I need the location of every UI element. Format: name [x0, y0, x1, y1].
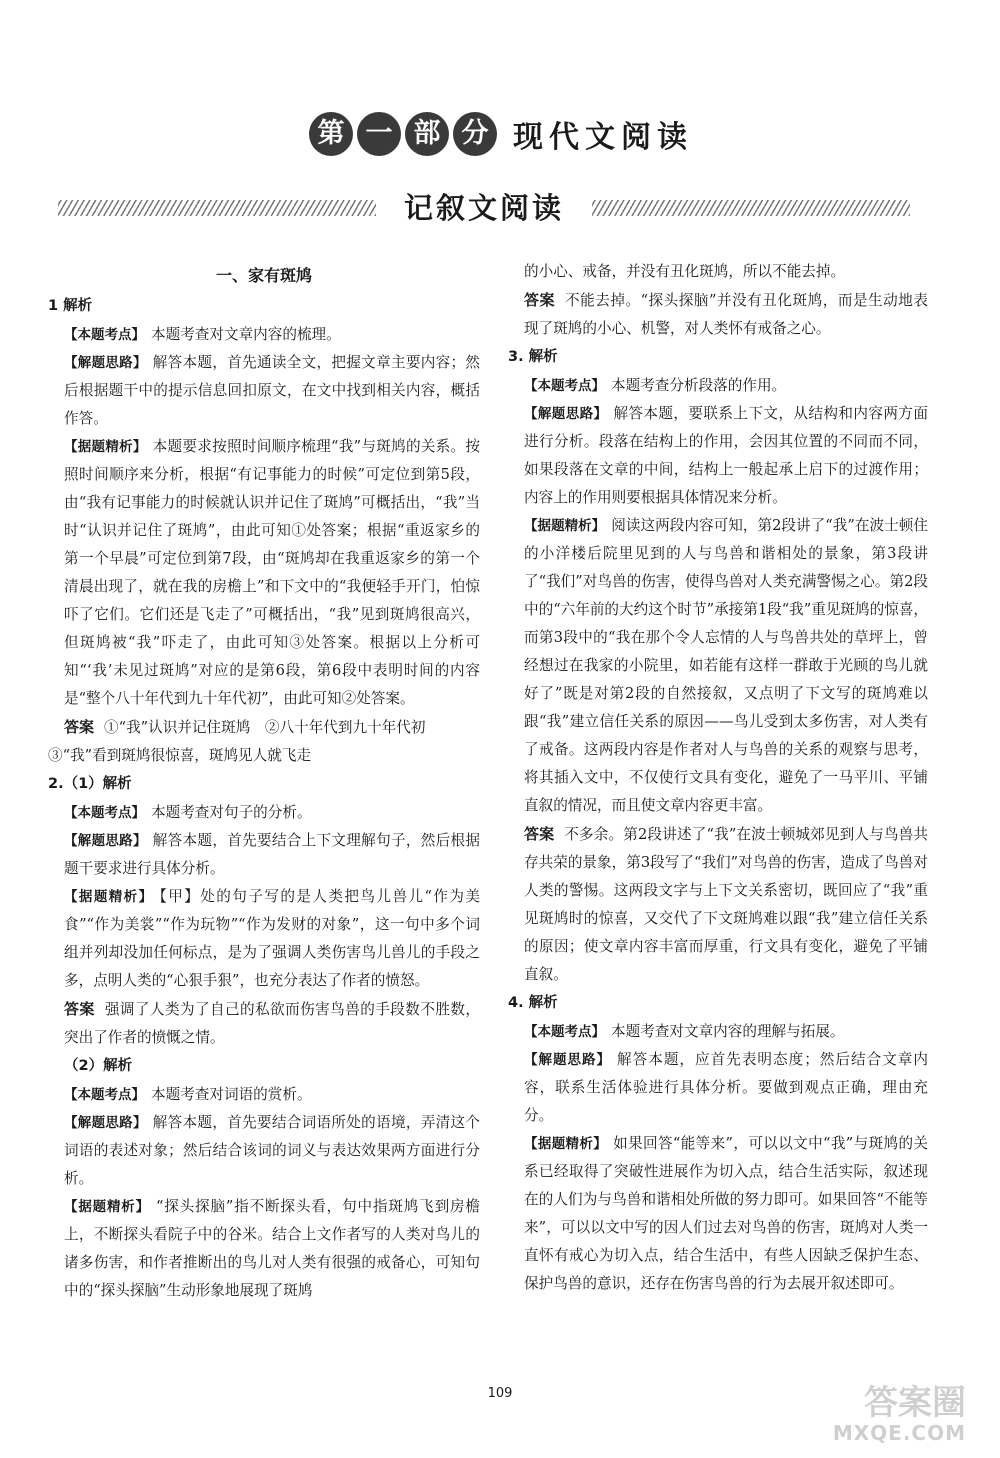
kaodian-tag: 【本题考点】	[64, 327, 145, 343]
q4-jingxi	[508, 1130, 928, 1298]
part-char-1: 第	[309, 112, 353, 156]
answer-label: 答案	[64, 1000, 95, 1018]
q4-heading: 4. 解析	[508, 995, 558, 1011]
part-char-4: 分	[453, 112, 497, 156]
q1-silu	[48, 349, 480, 433]
answer-label: 答案	[64, 718, 95, 736]
q3-jingxi	[508, 512, 928, 820]
q2-answer	[48, 995, 480, 1052]
jingxi-text: 如果回答“能等来”，可以以文中“我”与斑鸠的关系已经取得了突破性进展作为切入点，结合生活实际，叙述现在的人们为与鸟兽和谐相处所做的努力即可。如果回答“不能等来”，可以以文中写的因人们过去对鸟兽的伤害，斑鸠对人类一直怀有戒心为切入点，结合生活中，有些人因缺乏保护生态、保护鸟兽的意识，还存在伤害鸟兽的行为去展开叙述即可。	[524, 1135, 928, 1292]
q2-kaodian	[48, 799, 480, 827]
q1-jingxi	[48, 433, 480, 713]
section-banner	[58, 186, 910, 230]
silu-text: 解答本题，要联系上下文，从结构和内容两方面进行分析。段落在结构上的作用，会因其位置的不同而不同，如果段落在文章的中间，结构上一般起承上启下的过渡作用；内容上的作用则要根据具体情况来分析。	[524, 405, 928, 506]
jingxi-text: 【甲】处的句子写的是人类把鸟儿兽儿“作为美食”“作为美裳”“作为玩物”“作为发财的对象”，这一句中多个词组并列却没加任何标点，是为了强调人类伤害鸟儿兽儿的手段之多，点明人类的“心狠手狠”，也充分表达了作者的愤怒。	[64, 888, 480, 989]
q1-answer	[48, 713, 480, 742]
part-name: 现代文阅读	[513, 120, 693, 155]
kaodian-tag: 【本题考点】	[64, 805, 145, 821]
part-title	[0, 112, 1000, 156]
article-title: 一、家有斑鸠	[215, 266, 312, 285]
silu-tag: 【解题思路】	[64, 1115, 147, 1131]
silu-tag: 【解题思路】	[524, 406, 608, 422]
jingxi-text: “探头探脑”指不断探头看，句中指斑鸠飞到房檐上，不断探头看院子中的谷米。结合上文作者写的人类对鸟儿的诸多伤害，和作者推断出的鸟儿对人类有很强的戒备心，可知句中的“探头探脑”生动形象地展现了斑鸠	[64, 1198, 480, 1299]
jingxi-text: 本题要求按照时间顺序梳理“我”与斑鸠的关系。按照时间顺序来分析，根据“有记事能力的时候”可定位到第5段，由“我有记事能力的时候就认识并记住了斑鸠”可概括出，“我”当时“认识并记住了斑鸠”，由此可知①处答案；根据“重返家乡的第一个早晨”可定位到第7段，由“斑鸠却在我重返家乡的第一个清晨出现了，就在我的房檐上”和下文中的“我便轻手开门，怕惊吓了它们。它们还是飞走了”可概括出，“我”见到斑鸠很高兴，但斑鸠被“我”吓走了，由此可知③处答案。根据以上分析可知“‘我’未见过斑鸠”对应的是第6段，第6段中表明时间的内容是“整个八十年代到九十年代初”，由此可知②处答案。	[64, 438, 480, 707]
q4-silu	[508, 1046, 928, 1130]
kaodian-text: 本题考查对词语的赏析。	[151, 1086, 312, 1103]
q3-heading: 3. 解析	[508, 349, 558, 365]
kaodian-tag: 【本题考点】	[524, 1024, 605, 1040]
q2-sub2-jingxi	[48, 1193, 480, 1305]
kaodian-text: 本题考查分析段落的作用。	[611, 377, 787, 394]
left-column	[48, 262, 480, 1305]
q4-kaodian	[508, 1018, 928, 1046]
q2-heading: 2.（1）解析	[48, 776, 132, 792]
jingxi-tag: 【据题精析】	[524, 518, 606, 534]
q3-kaodian	[508, 372, 928, 400]
kaodian-tag: 【本题考点】	[524, 378, 605, 394]
silu-tag: 【解题思路】	[64, 833, 147, 849]
silu-tag: 【解题思路】	[524, 1052, 612, 1068]
q2-jingxi	[48, 883, 480, 995]
silu-text: 解答本题，应首先表明态度；然后结合文章内容，联系生活体验进行具体分析。要做到观点正确，理由充分。	[524, 1051, 928, 1124]
q2-sub2-kaodian	[48, 1081, 480, 1109]
silu-text: 解答本题，首先要结合上下文理解句子，然后根据题干要求进行具体分析。	[64, 832, 480, 877]
q3-answer	[508, 820, 928, 989]
hatch-right-decoration	[592, 200, 910, 216]
jingxi-tag: 【据题精析】	[64, 889, 154, 905]
q2-sub2-silu	[48, 1109, 480, 1193]
section-title: 记叙文阅读	[403, 191, 564, 225]
kaodian-text: 本题考查对文章内容的梳理。	[151, 326, 341, 343]
part-char-3: 部	[405, 112, 449, 156]
answer-label: 答案	[524, 825, 555, 843]
watermark-text-top: 答案圈	[864, 1383, 966, 1423]
part-char-2: 一	[357, 112, 401, 156]
q2-sub2-answer	[508, 286, 928, 343]
q2-sub2-heading: （2）解析	[64, 1058, 133, 1074]
watermark-text-bottom: MXQE.COM	[832, 1421, 966, 1445]
q3-silu	[508, 400, 928, 512]
silu-text: 解答本题，首先通读全文，把握文章主要内容；然后根据题干中的提示信息回扣原文，在文中找到相关内容，概括作答。	[64, 354, 480, 427]
right-column	[508, 258, 928, 1298]
answer-label: 答案	[524, 291, 556, 309]
kaodian-tag: 【本题考点】	[64, 1087, 145, 1103]
answer-line-1: ①“我”认识并记住斑鸠 ②八十年代到九十年代初	[104, 719, 426, 736]
answer-text: 不能去掉。“探头探脑”并没有丑化斑鸠，而是生动地表现了斑鸠的小心、机警，对人类怀有戒备之心。	[524, 292, 928, 337]
q2-silu	[48, 827, 480, 883]
jingxi-tag: 【据题精析】	[64, 439, 147, 455]
kaodian-text: 本题考查对文章内容的理解与拓展。	[611, 1023, 845, 1040]
q1-kaodian	[48, 321, 480, 349]
hatch-left-decoration	[58, 200, 376, 216]
kaodian-text: 本题考查对句子的分析。	[151, 804, 312, 821]
silu-text: 解答本题，首先要结合词语所处的语境，弄清这个词语的表述对象；然后结合该词的词义与表达效果两方面进行分析。	[64, 1114, 480, 1187]
answer-text: 强调了人类为了自己的私欲而伤害鸟兽的手段数不胜数，突出了作者的愤慨之情。	[64, 1001, 480, 1046]
q1-answer-line-2: ③“我”看到斑鸠很惊喜，斑鸠见人就飞走	[48, 747, 312, 764]
jingxi-tag: 【据题精析】	[524, 1136, 608, 1152]
q2-continuation: 的小心、戒备，并没有丑化斑鸠，所以不能去掉。	[524, 263, 846, 280]
q1-heading: 1 解析	[48, 298, 93, 314]
silu-tag: 【解题思路】	[64, 355, 147, 371]
watermark-logo	[806, 1384, 966, 1454]
jingxi-text: 阅读这两段内容可知，第2段讲了“我”在波士顿住的小洋楼后院里见到的人与鸟兽和谐相处的景象，第3段讲了“我们”对鸟兽的伤害，使得鸟兽对人类充满警惕之心。第2段中的“六年前的大约这个时节”承接第1段“我”重见斑鸠的惊喜，而第3段中的“我在那个令人忘情的人与鸟兽共处的草坪上，曾经想过在我家的小院里，如若能有这样一群敢于光顾的鸟儿就好了”既是对第2段的自然接叙，又点明了下文写的斑鸠难以跟“我”建立信任关系的原因——鸟儿受到太多伤害，对人类有了戒备。这两段内容是作者对人与鸟兽的关系的观察与思考，将其插入文中，不仅使行文具有变化，避免了一马平川、平铺直叙的情况，而且使文章内容更丰富。	[524, 517, 928, 814]
page-number: 109	[487, 1386, 513, 1401]
answer-text: 不多余。第2段讲述了“我”在波士顿城郊见到人与鸟兽共存共荣的景象，第3段写了“我们”对鸟兽的伤害，造成了鸟兽对人类的警惕。这两段文字与上下文关系密切，既回应了“我”重见斑鸠时的惊喜，又交代了下文斑鸠难以跟“我”建立信任关系的原因；使文章内容丰富而厚重，行文具有变化，避免了平铺直叙。	[524, 826, 928, 983]
jingxi-tag: 【据题精析】	[64, 1199, 150, 1215]
